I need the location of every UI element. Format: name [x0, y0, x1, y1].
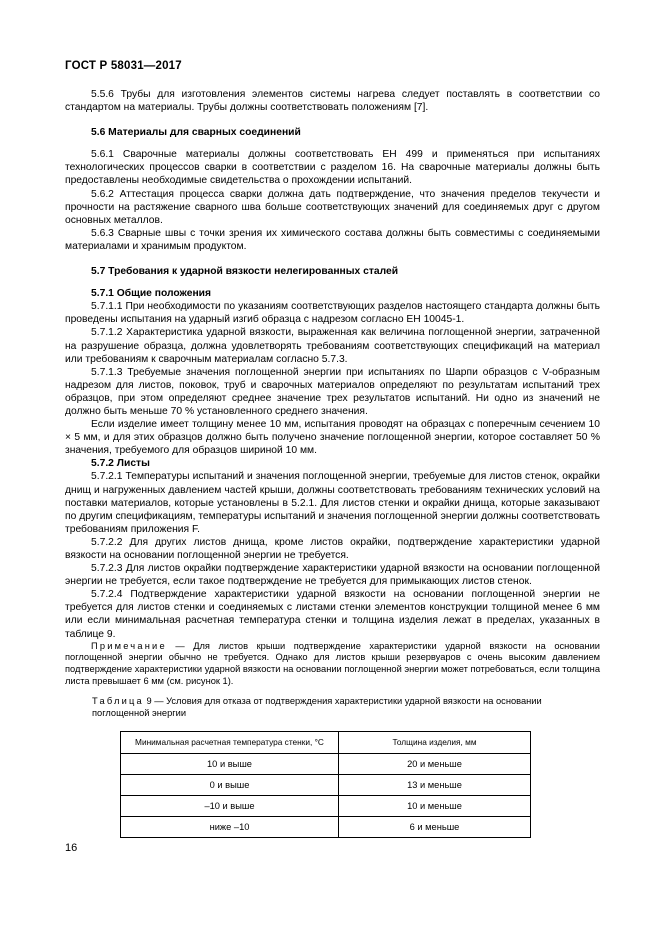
paragraph-5-7-1-3: 5.7.1.3 Требуемые значения поглощенной энергии при испытаниях по Шарпи образцов с V-образным надрезом для листов, поковок, труб и сварочных материалов определяют по результатам испытаний трех образцов, при этом определяют среднее значение трех результатов испытаний. Ни одно из значений не должно быть меньше 70 % установленного среднего значения.: [65, 366, 600, 417]
table-cell-temperature: 10 и выше: [121, 754, 339, 775]
section-heading-5-6: 5.6 Материалы для сварных соединений: [91, 127, 301, 139]
paragraph-5-5-6: 5.5.6 Трубы для изготовления элементов системы нагрева следует поставлять в соответствии со стандартом на материалы. Трубы должны соответствовать положениям [7].: [65, 89, 600, 114]
table-row: [121, 796, 531, 817]
note-label: Примечание: [91, 640, 167, 651]
page-content: [65, 88, 600, 838]
paragraph-5-7-2-4: 5.7.2.4 Подтверждение характеристики ударной вязкости на основании поглощенной энергии не требуется для листов стенки и соединяемых с листами стенки элементов конструкции толщиной менее 6 мм или если минимальная расчетная температура стенки и толщина изделия лежат в пределах, указанных в таблице 9.: [65, 589, 600, 640]
table-cell-temperature: ниже –10: [121, 817, 339, 838]
paragraph-5-7-2-1: 5.7.2.1 Температуры испытаний и значения поглощенной энергии, требуемые для листов стенок, окрайки днищ и нагруженных давлением частей крыши, должны соответствовать требованиям технических условий на поставки материалов, которые установлены в 5.2.1. Для листов стенки и окрайки днища, которые заказывают по другим спецификациям, температуры испытаний и значения поглощенной энергии должны соответствовать требованиям приложения F.: [65, 471, 600, 535]
table-cell-temperature: –10 и выше: [121, 796, 339, 817]
table-caption: [92, 696, 600, 720]
note: [65, 641, 600, 688]
table-header-row: [121, 732, 531, 754]
paragraph-5-7-1-2: 5.7.1.2 Характеристика ударной вязкости, выраженная как величина поглощенной энергии, затраченной на разрушение образца, должна удовлетворять требованиям соответствующих спецификаций на материал или требованиям к сварочным материалам согласно 5.7.3.: [65, 327, 600, 365]
subsection-heading-5-7-1: 5.7.1 Общие положения: [91, 288, 211, 300]
paragraph-5-6-1: 5.6.1 Сварочные материалы должны соответствовать ЕН 499 и применяться при испытаниях технологических процессов сварки в соответствии с разделом 16. На сварочные материалы должны быть предоставлены необходимые свидетельства о прохождении испытаний.: [65, 149, 600, 187]
table-cell-thickness: 10 и меньше: [339, 796, 531, 817]
section-heading-5-7: 5.7 Требования к ударной вязкости нелегированных сталей: [91, 266, 399, 278]
table-caption-label: Таблица: [92, 695, 144, 706]
table-row: [121, 817, 531, 838]
subsection-heading-5-7-2: 5.7.2 Листы: [91, 458, 150, 470]
table-row: [121, 754, 531, 775]
paragraph-5-6-2: 5.6.2 Аттестация процесса сварки должна дать подтверждение, что значения пределов текучести и прочности на растяжение сварного шва больше соответствующих значений для соединяемых друг с другом основных металлов.: [65, 188, 600, 226]
table-cell-thickness: 6 и меньше: [339, 817, 531, 838]
paragraph-5-6-3: 5.6.3 Сварные швы с точки зрения их химического состава должны быть совместимы с соединяемыми материалами и хранимым продуктом.: [65, 227, 600, 252]
table-row: [121, 775, 531, 796]
column-header-thickness: Толщина изделия, мм: [339, 732, 531, 754]
table-9: [120, 731, 531, 838]
table-caption-text: 9 — Условия для отказа от подтверждения характеристики ударной вязкости на основании поглощенной энергии: [92, 695, 542, 718]
paragraph-5-7-2-2: 5.7.2.2 Для других листов днища, кроме листов окрайки, подтверждение характеристики ударной вязкости на основании поглощенной энергии не требуется.: [65, 536, 600, 561]
paragraph-5-7-1-1: 5.7.1.1 При необходимости по указаниям соответствующих разделов настоящего стандарта должны быть проведены испытания на ударный изгиб образца с надрезом согласно ЕН 10045-1.: [65, 301, 600, 326]
paragraph-5-7-2-3: 5.7.2.3 Для листов окрайки подтверждение характеристики ударной вязкости на основании поглощенной энергии не требуется, если такое подтверждение не требуется для примыкающих листов стенок.: [65, 563, 600, 588]
table-cell-thickness: 13 и меньше: [339, 775, 531, 796]
note-text: — Для листов крыши подтверждение характеристики ударной вязкости на основании поглощенной энергии обычно не требуется. Однако для листов крыши резервуаров с очень высоким давлением подтверждение характеристики ударной вязкости на основании поглощенной энергии может потребоваться, если толщина листа превышает 6 мм (см. рисунок 1).: [65, 640, 600, 687]
table-cell-temperature: 0 и выше: [121, 775, 339, 796]
table-cell-thickness: 20 и меньше: [339, 754, 531, 775]
column-header-temperature: Минимальная расчетная температура стенки, °С: [121, 732, 339, 754]
paragraph-5-7-1-3-cont: Если изделие имеет толщину менее 10 мм, испытания проводят на образцах с поперечным сечением 10 × 5 мм, и для этих образцов должно быть получено значение поглощенной энергии, которое составляет 50 % значения, требуемого для образцов шириной 10 мм.: [65, 419, 600, 457]
page-number: 16: [65, 842, 78, 854]
document-header: ГОСТ Р 58031—2017: [65, 60, 182, 72]
